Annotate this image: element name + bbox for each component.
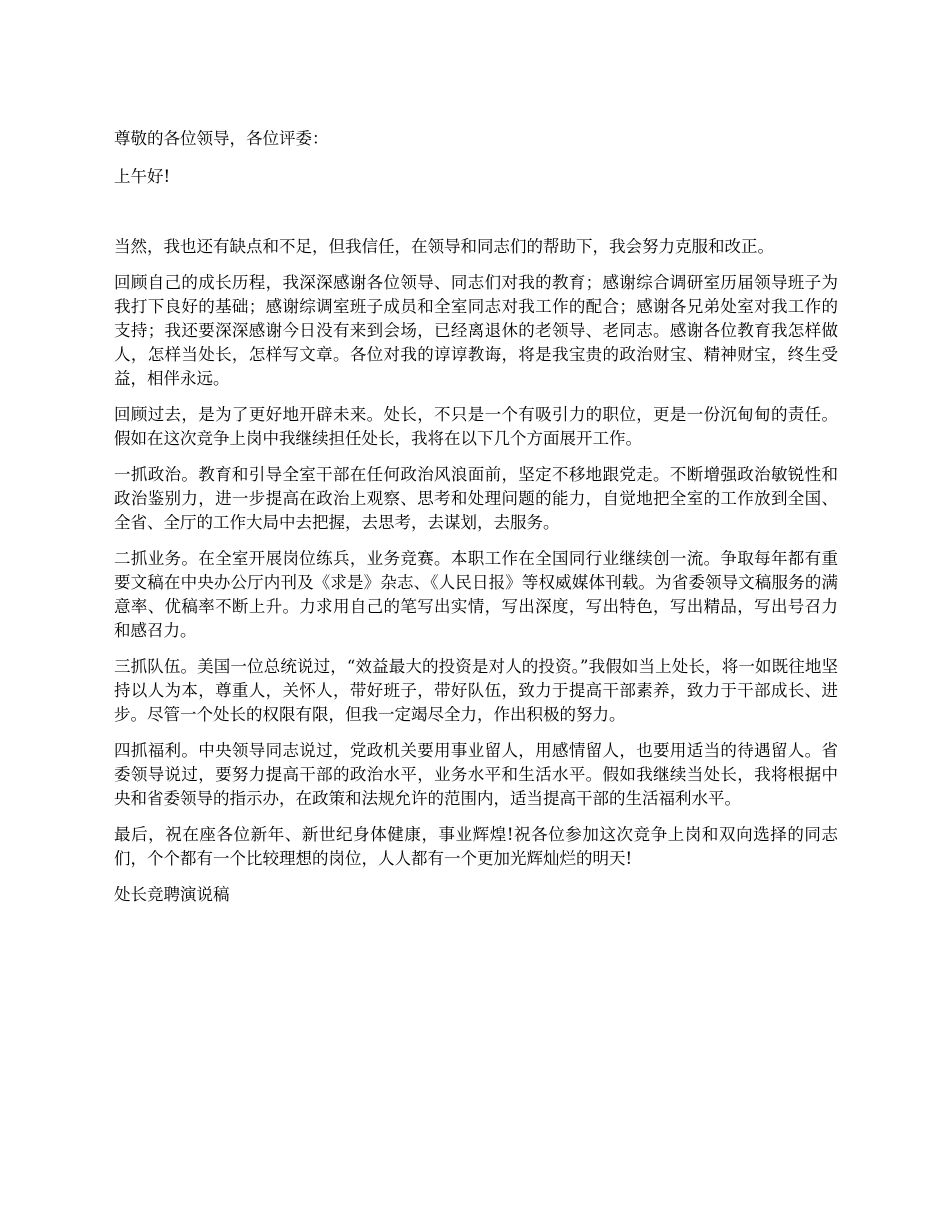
paragraph-closing: 最后，祝在座各位新年、新世纪身体健康，事业辉煌!祝各位参加这次竞争上岗和双向选择的同志们，个个都有一个比较理想的岗位，人人都有一个更加光辉灿烂的明天! bbox=[114, 825, 838, 868]
paragraph-gratitude: 回顾自己的成长历程，我深深感谢各位领导、同志们对我的教育；感谢综合调研室历届领导班子为我打下良好的基础；感谢综调室班子成员和全室同志对我工作的配合；感谢各兄弟处室对我工作的支持；我还要深深感谢今日没有来到会场，已经离退休的老领导、老同志。感谢各位教育我怎样做人，怎样当处长，怎样写文章。各位对我的谆谆教诲，将是我宝贵的政治财宝、精神财宝，终生受益，相伴永远。 bbox=[114, 273, 838, 388]
paragraph-shortcomings: 当然，我也还有缺点和不足，但我信任，在领导和同志们的帮助下，我会努力克服和改正。 bbox=[114, 237, 774, 256]
paragraph-politics: 一抓政治。教育和引导全室干部在任何政治风浪面前，坚定不移地跟党走。不断增强政治敏锐性和政治鉴别力，进一步提高在政治上观察、思考和处理问题的能力，自觉地把全室的工作放到全国、全省、全厅的工作大局中去把握，去思考，去谋划，去服务。 bbox=[114, 465, 838, 532]
paragraph-team: 三抓队伍。美国一位总统说过，“效益最大的投资是对人的投资。”我假如当上处长，将一如既往地坚持以人为本，尊重人，关怀人，带好班子，带好队伍，致力于提高干部素养，致力于干部成长、进步。尽管一个处长的权限有限，但我一定竭尽全力，作出积极的努力。 bbox=[114, 657, 838, 724]
paragraph-future: 回顾过去，是为了更好地开辟未来。处长，不只是一个有吸引力的职位，更是一份沉甸甸的责任。假如在这次竞争上岗中我继续担任处长，我将在以下几个方面展开工作。 bbox=[114, 405, 838, 448]
paragraph-welfare: 四抓福利。中央领导同志说过，党政机关要用事业留人，用感情留人，也要用适当的待遇留人。省委领导说过，要努力提高干部的政治水平，业务水平和生活水平。假如我继续当处长，我将根据中央和省委领导的指示办，在政策和法规允许的范围内，适当提高干部的生活福利水平。 bbox=[114, 741, 838, 808]
greeting: 上午好! bbox=[114, 167, 171, 186]
paragraph-business: 二抓业务。在全室开展岗位练兵，业务竞赛。本职工作在全国同行业继续创一流。争取每年都有重要文稿在中央办公厅内刊及《求是》杂志、《人民日报》等权威媒体刊载。为省委领导文稿服务的满意率、优稿率不断上升。力求用自己的笔写出实情，写出深度，写出特色，写出精品，写出号召力和感召力。 bbox=[114, 549, 838, 640]
salutation: 尊敬的各位领导，各位评委： bbox=[114, 129, 329, 148]
document-page bbox=[114, 127, 838, 919]
document-title-footer: 处长竞聘演说稿 bbox=[114, 885, 230, 904]
